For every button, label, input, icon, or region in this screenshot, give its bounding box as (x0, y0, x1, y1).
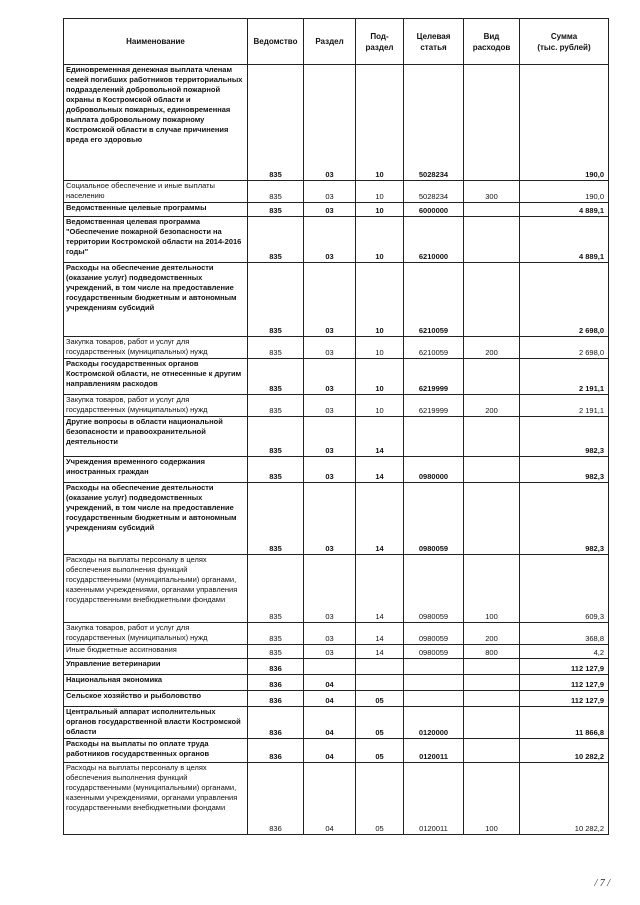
cell-ved: 835 (248, 395, 304, 417)
col-header-summa: Сумма (тыс. рублей) (520, 19, 609, 65)
cell-podrazdel: 10 (356, 203, 404, 217)
cell-name: Ведомственные целевые программы (64, 203, 248, 217)
cell-vid (464, 707, 520, 739)
cell-razdel: 04 (304, 691, 356, 707)
cell-ved: 836 (248, 707, 304, 739)
cell-podrazdel: 05 (356, 707, 404, 739)
cell-podrazdel: 05 (356, 691, 404, 707)
cell-name: Расходы государственных органов Костромской области, не отнесенные к другим направлениям расходов (64, 359, 248, 395)
cell-ved: 835 (248, 483, 304, 555)
cell-ved: 835 (248, 555, 304, 623)
cell-name: Ведомственная целевая программа "Обеспечение пожарной безопасности на территории Костромской области на 2014-2016 годы" (64, 217, 248, 263)
cell-vid (464, 739, 520, 763)
cell-statya: 0980059 (404, 483, 464, 555)
table-row (64, 763, 609, 835)
cell-podrazdel: 14 (356, 623, 404, 645)
cell-name: Расходы на выплаты по оплате труда работников государственных органов (64, 739, 248, 763)
table-row (64, 645, 609, 659)
cell-vid (464, 659, 520, 675)
cell-razdel (304, 659, 356, 675)
cell-statya (404, 659, 464, 675)
cell-vid (464, 359, 520, 395)
cell-name: Учреждения временного содержания иностранных граждан (64, 457, 248, 483)
cell-podrazdel: 10 (356, 263, 404, 337)
cell-ved: 835 (248, 645, 304, 659)
cell-ved: 835 (248, 65, 304, 181)
table-row (64, 203, 609, 217)
table-row (64, 263, 609, 337)
cell-podrazdel: 10 (356, 359, 404, 395)
table-row (64, 181, 609, 203)
cell-ved: 835 (248, 359, 304, 395)
cell-name: Национальная экономика (64, 675, 248, 691)
cell-podrazdel: 14 (356, 457, 404, 483)
cell-podrazdel: 10 (356, 217, 404, 263)
cell-name: Управление ветеринарии (64, 659, 248, 675)
table-row (64, 739, 609, 763)
cell-summa: 609,3 (520, 555, 609, 623)
cell-vid: 800 (464, 645, 520, 659)
cell-vid (464, 263, 520, 337)
table-row (64, 65, 609, 181)
cell-statya: 0120011 (404, 763, 464, 835)
cell-razdel: 03 (304, 395, 356, 417)
cell-vid: 300 (464, 181, 520, 203)
cell-name: Расходы на обеспечение деятельности (оказание услуг) подведомственных учреждений, в том числе на предоставление государственным бюджетным и автономным учреждениям субсидий (64, 263, 248, 337)
cell-podrazdel: 14 (356, 417, 404, 457)
cell-razdel: 03 (304, 457, 356, 483)
cell-razdel: 04 (304, 763, 356, 835)
cell-podrazdel: 05 (356, 739, 404, 763)
cell-name: Единовременная денежная выплата членам семей погибших работников территориальных подразделений добровольной пожарной охраны в Костромской области и добровольных пожарных, единовременная выплата добровольному пожарному Костромской области в случае причинения вреда его здоровью (64, 65, 248, 181)
cell-podrazdel: 14 (356, 483, 404, 555)
cell-razdel: 03 (304, 417, 356, 457)
cell-statya: 6210059 (404, 263, 464, 337)
cell-summa: 4,2 (520, 645, 609, 659)
cell-summa: 112 127,9 (520, 659, 609, 675)
table-row (64, 623, 609, 645)
table-row (64, 395, 609, 417)
cell-ved: 836 (248, 675, 304, 691)
table-row (64, 457, 609, 483)
cell-summa: 982,3 (520, 457, 609, 483)
table-row (64, 417, 609, 457)
cell-ved: 835 (248, 623, 304, 645)
table-row (64, 217, 609, 263)
cell-statya: 0980059 (404, 645, 464, 659)
cell-name: Закупка товаров, работ и услуг для государственных (муниципальных) нужд (64, 395, 248, 417)
cell-vid (464, 457, 520, 483)
cell-ved: 835 (248, 203, 304, 217)
cell-name: Социальное обеспечение и иные выплаты населению (64, 181, 248, 203)
cell-ved: 835 (248, 263, 304, 337)
cell-vid: 200 (464, 623, 520, 645)
col-header-vedomstvo: Ведомство (248, 19, 304, 65)
cell-summa: 4 889,1 (520, 217, 609, 263)
cell-statya: 6219999 (404, 395, 464, 417)
cell-statya: 5028234 (404, 181, 464, 203)
table-header-row (64, 19, 609, 65)
cell-summa: 2 191,1 (520, 395, 609, 417)
table-row (64, 555, 609, 623)
cell-summa: 10 282,2 (520, 739, 609, 763)
cell-razdel: 03 (304, 483, 356, 555)
cell-vid: 100 (464, 555, 520, 623)
cell-summa: 2 698,0 (520, 337, 609, 359)
cell-vid: 200 (464, 337, 520, 359)
cell-podrazdel: 10 (356, 337, 404, 359)
cell-podrazdel: 14 (356, 555, 404, 623)
cell-ved: 835 (248, 181, 304, 203)
cell-ved: 835 (248, 457, 304, 483)
cell-razdel: 03 (304, 337, 356, 359)
cell-summa: 982,3 (520, 483, 609, 555)
cell-vid: 100 (464, 763, 520, 835)
cell-vid (464, 691, 520, 707)
cell-ved: 836 (248, 739, 304, 763)
cell-vid (464, 675, 520, 691)
cell-podrazdel: 10 (356, 181, 404, 203)
cell-name: Закупка товаров, работ и услуг для государственных (муниципальных) нужд (64, 337, 248, 359)
cell-ved: 836 (248, 763, 304, 835)
cell-name: Сельское хозяйство и рыболовство (64, 691, 248, 707)
table-row (64, 483, 609, 555)
cell-name: Расходы на выплаты персоналу в целях обеспечения выполнения функций государственными (муниципальными) органами, казенными учреждениями, органами управления государственными внебюджетными фондами (64, 763, 248, 835)
cell-name: Расходы на обеспечение деятельности (оказание услуг) подведомственных учреждений, в том числе на предоставление государственным бюджетным и автономным учреждениям субсидий (64, 483, 248, 555)
cell-statya: 5028234 (404, 65, 464, 181)
cell-summa: 190,0 (520, 65, 609, 181)
cell-statya: 6210059 (404, 337, 464, 359)
cell-summa: 368,8 (520, 623, 609, 645)
cell-summa: 10 282,2 (520, 763, 609, 835)
table-row (64, 659, 609, 675)
cell-razdel: 04 (304, 739, 356, 763)
cell-razdel: 03 (304, 263, 356, 337)
cell-name: Закупка товаров, работ и услуг для государственных (муниципальных) нужд (64, 623, 248, 645)
cell-statya (404, 417, 464, 457)
cell-ved: 836 (248, 691, 304, 707)
cell-razdel: 03 (304, 203, 356, 217)
table-row (64, 337, 609, 359)
cell-vid (464, 417, 520, 457)
col-header-podrazdel: Под- раздел (356, 19, 404, 65)
cell-name: Расходы на выплаты персоналу в целях обеспечения выполнения функций государственными (муниципальными) органами, казенными учреждениями, органами управления государственными внебюджетными фондами (64, 555, 248, 623)
table-row (64, 707, 609, 739)
cell-statya: 6219999 (404, 359, 464, 395)
cell-podrazdel (356, 659, 404, 675)
table-row (64, 675, 609, 691)
cell-vid (464, 483, 520, 555)
cell-razdel: 04 (304, 675, 356, 691)
cell-summa: 2 191,1 (520, 359, 609, 395)
cell-vid (464, 203, 520, 217)
cell-ved: 835 (248, 337, 304, 359)
cell-statya: 0980059 (404, 555, 464, 623)
cell-razdel: 03 (304, 217, 356, 263)
cell-razdel: 03 (304, 359, 356, 395)
cell-summa: 982,3 (520, 417, 609, 457)
col-header-razdel: Раздел (304, 19, 356, 65)
cell-summa: 112 127,9 (520, 691, 609, 707)
cell-vid: 200 (464, 395, 520, 417)
table-row (64, 691, 609, 707)
cell-razdel: 03 (304, 645, 356, 659)
cell-podrazdel: 10 (356, 395, 404, 417)
table-row (64, 359, 609, 395)
cell-name: Центральный аппарат исполнительных органов государственной власти Костромской области (64, 707, 248, 739)
cell-statya: 0980059 (404, 623, 464, 645)
cell-statya: 6000000 (404, 203, 464, 217)
col-header-statya: Целевая статья (404, 19, 464, 65)
cell-summa: 190,0 (520, 181, 609, 203)
budget-table (63, 18, 609, 835)
cell-summa: 112 127,9 (520, 675, 609, 691)
cell-name: Другие вопросы в области национальной безопасности и правоохранительной деятельности (64, 417, 248, 457)
cell-podrazdel: 10 (356, 65, 404, 181)
cell-summa: 2 698,0 (520, 263, 609, 337)
cell-summa: 11 866,8 (520, 707, 609, 739)
page-number: / 7 / (594, 878, 610, 889)
cell-podrazdel: 05 (356, 763, 404, 835)
cell-statya: 0120000 (404, 707, 464, 739)
cell-name: Иные бюджетные ассигнования (64, 645, 248, 659)
cell-summa: 4 889,1 (520, 203, 609, 217)
cell-statya (404, 691, 464, 707)
cell-razdel: 03 (304, 65, 356, 181)
col-header-name: Наименование (64, 19, 248, 65)
cell-razdel: 03 (304, 181, 356, 203)
cell-podrazdel (356, 675, 404, 691)
cell-ved: 835 (248, 217, 304, 263)
col-header-vid: Вид расходов (464, 19, 520, 65)
cell-vid (464, 65, 520, 181)
cell-razdel: 04 (304, 707, 356, 739)
cell-statya: 0120011 (404, 739, 464, 763)
cell-statya: 6210000 (404, 217, 464, 263)
cell-razdel: 03 (304, 555, 356, 623)
cell-razdel: 03 (304, 623, 356, 645)
cell-vid (464, 217, 520, 263)
cell-podrazdel: 14 (356, 645, 404, 659)
cell-ved: 836 (248, 659, 304, 675)
cell-ved: 835 (248, 417, 304, 457)
cell-statya: 0980000 (404, 457, 464, 483)
cell-statya (404, 675, 464, 691)
